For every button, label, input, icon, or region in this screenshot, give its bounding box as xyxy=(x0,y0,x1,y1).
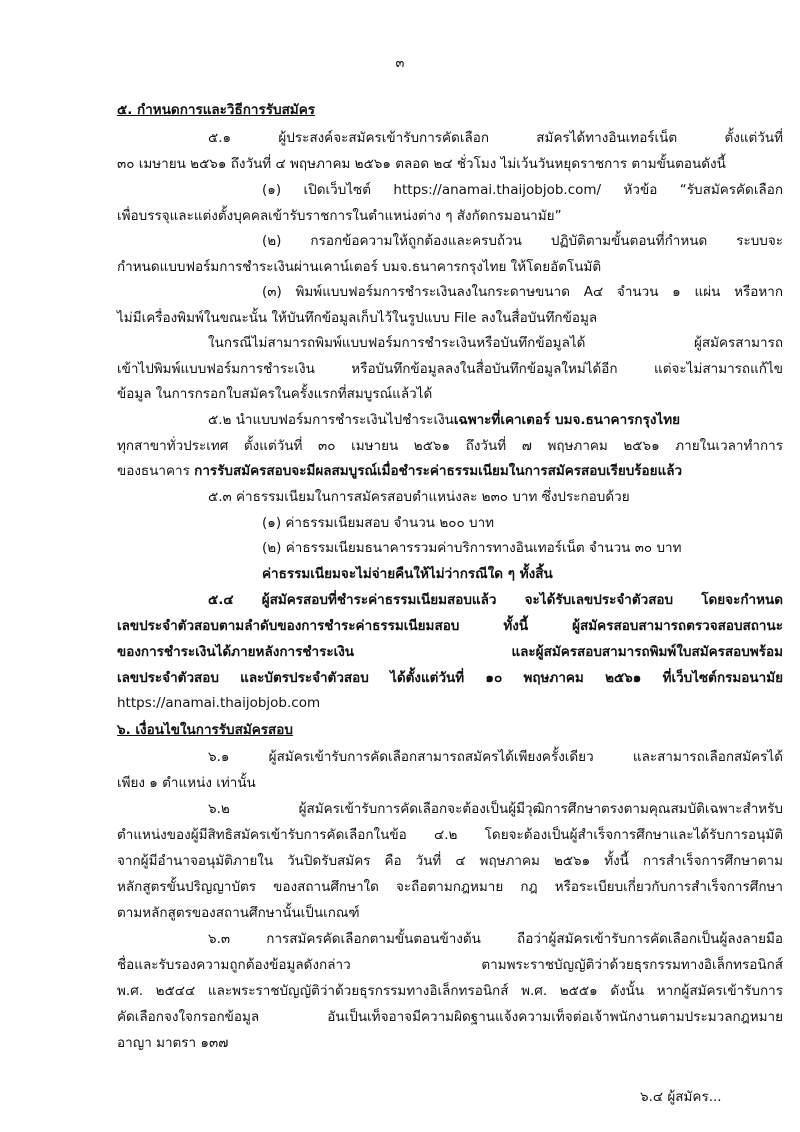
para-5-3: ๕.๓ ค่าธรรมเนียมในการสมัครสอบตำแหน่งละ ๒๓๐ บาท ซึ่งประกอบด้วย xyxy=(208,489,630,505)
para-6-2-line-4: หลักสูตรขั้นปริญญาบัตร ของสถานศึกษาใด จะถือตามกฎหมาย กฎ หรือระเบียบเกี่ยวกับการสำเร็จการศึกษา xyxy=(117,879,783,895)
para-5-1-line-2: ๓๐ เมษายน ๒๕๖๑ ถึงวันที่ ๔ พฤษภาคม ๒๕๖๑ ตลอด ๒๔ ชั่วโมง ไม่เว้นวันหยุดราชการ ตามขั้นตอนดังนี้ xyxy=(117,156,726,172)
para-5-2-line-3-text: ของธนาคาร xyxy=(117,463,195,479)
para-5-4-line-3: ของการชำระเงินได้ภายหลังการชำระเงิน และผู้สมัครสอบสามารถพิมพ์ใบสมัครสอบพร้อม xyxy=(117,644,783,660)
section-5-heading: ๕. กำหนดการและวิธีการรับสมัคร xyxy=(117,102,315,118)
fee-note: ค่าธรรมเนียมจะไม่จ่ายคืนให้ไม่ว่ากรณีใด ๆ ทั้งสิ้น xyxy=(262,566,553,582)
para-5-1-line-1: ๕.๑ ผู้ประสงค์จะสมัครเข้ารับการคัดเลือก สมัครได้ทางอินเทอร์เน็ต ตั้งแต่วันที่ xyxy=(208,130,783,146)
step-2-line-1: (๒) กรอกข้อความให้ถูกต้องและครบถ้วน ปฏิบัติตามขั้นตอนที่กำหนด ระบบจะ xyxy=(262,233,783,249)
para-6-3-line-4: คัดเลือกจงใจกรอกข้อมูล อันเป็นเท็จอาจมีความผิดฐานแจ้งความเท็จต่อเจ้าพนักงานตามประมวลกฎหมาย xyxy=(117,1009,783,1025)
note-line-3: ข้อมูล ในการกรอกใบสมัครในครั้งแรกที่สมบูรณ์แล้วได้ xyxy=(117,386,433,402)
para-5-2-line-1-bold: เฉพาะที่เคาเตอร์ บมจ.ธนาคารกรุงไทย xyxy=(453,412,681,428)
para-5-2-line-1 xyxy=(208,411,680,429)
para-6-3-line-3: พ.ศ. ๒๕๔๔ และพระราชบัญญัติว่าด้วยธุรกรรมทางอิเล็กทรอนิกส์ พ.ศ. ๒๕๕๑ ดังนั้น หากผู้สมัครเข้ารับการ xyxy=(117,983,783,999)
step-1-line-2: เพื่อบรรจุและแต่งตั้งบุคคลเข้ารับราชการในตำแหน่งต่าง ๆ สังกัดกรมอนามัย” xyxy=(117,208,562,224)
note-line-1: ในกรณีไม่สามารถพิมพ์แบบฟอร์มการชำระเงินหรือบันทึกข้อมูลได้ ผู้สมัครสามารถ xyxy=(208,335,783,351)
para-5-4-line-2: เลขประจำตัวสอบตามลำดับของการชำระค่าธรรมเนียมสอบ ทั้งนี้ ผู้สมัครสอบสามารถตรวจสอบสถานะ xyxy=(117,618,783,634)
para-6-2-line-2: ตำแหน่งของผู้มีสิทธิสมัครเข้ารับการคัดเลือกในข้อ ๔.๒ โดยจะต้องเป็นผู้สำเร็จการศึกษาและได้รับการอนุมัติ xyxy=(117,827,783,843)
section-6-heading: ๖. เงื่อนไขในการรับสมัครสอบ xyxy=(117,722,293,738)
para-5-2-line-2: ทุกสาขาทั่วประเทศ ตั้งแต่วันที่ ๓๐ เมษายน ๒๕๖๑ ถึงวันที่ ๗ พฤษภาคม ๒๕๖๑ ภายในเวลาทำการ xyxy=(117,438,783,454)
para-6-3-line-2: ชื่อและรับรองความถูกต้องข้อมูลดังกล่าว ตามพระราชบัญญัติว่าด้วยธุรกรรมทางอิเล็กทรอนิกส์ xyxy=(117,957,783,973)
continuation-footer: ๖.๔ ผู้สมัคร... xyxy=(640,1089,722,1105)
para-6-3-line-1: ๖.๓ การสมัครคัดเลือกตามขั้นตอนข้างต้น ถือว่าผู้สมัครเข้ารับการคัดเลือกเป็นผู้ลงลายมือ xyxy=(208,931,783,947)
para-5-4-line-4: เลขประจำตัวสอบ และบัตรประจำตัวสอบ ได้ตั้งแต่วันที่ ๑๐ พฤษภาคม ๒๕๖๑ ที่เว็บไซต์กรมอนามัย xyxy=(117,670,783,686)
para-6-1-line-1: ๖.๑ ผู้สมัครเข้ารับการคัดเลือกสามารถสมัครได้เพียงครั้งเดียว และสามารถเลือกสมัครได้ xyxy=(208,749,783,765)
note-line-2: เข้าไปพิมพ์แบบฟอร์มการชำระเงิน หรือบันทึกข้อมูลลงในสื่อบันทึกข้อมูลใหม่ได้อีก แต่จะไม่สามารถแก้ไข xyxy=(117,361,783,377)
para-6-1-line-2: เพียง ๑ ตำแหน่ง เท่านั้น xyxy=(117,775,256,791)
para-5-2-line-3 xyxy=(117,462,682,480)
para-6-3-line-5: อาญา มาตรา ๑๓๗ xyxy=(117,1035,229,1051)
para-5-4-line-1: ๕.๔ ผู้สมัครสอบที่ชำระค่าธรรมเนียมสอบแล้ว จะได้รับเลขประจำตัวสอบ โดยจะกำหนด xyxy=(208,592,783,608)
para-5-2-line-1-text: ๕.๒ นำแบบฟอร์มการชำระเงินไปชำระเงิน xyxy=(208,412,454,428)
para-6-2-line-1: ๖.๒ ผู้สมัครเข้ารับการคัดเลือกจะต้องเป็นผู้มีวุฒิการศึกษาตรงตามคุณสมบัติเฉพาะสำหรับ xyxy=(208,801,783,817)
para-5-2-line-3-bold: การรับสมัครสอบจะมีผลสมบูรณ์เมื่อชำระค่าธรรมเนียมในการสมัครสอบเรียบร้อยแล้ว xyxy=(194,463,683,479)
step-3-line-2: ไม่มีเครื่องพิมพ์ในขณะนั้น ให้บันทึกข้อมูลเก็บไว้ในรูปแบบ File ลงในสื่อบันทึกข้อมูล xyxy=(117,310,598,326)
para-6-2-line-3: จากผู้มีอำนาจอนุมัติภายใน วันปิดรับสมัคร คือ วันที่ ๔ พฤษภาคม ๒๕๖๑ ทั้งนี้ การสำเร็จการศึกษาตาม xyxy=(117,853,783,869)
para-6-2-line-5: ตามหลักสูตรของสถานศึกษานั้นเป็นเกณฑ์ xyxy=(117,905,360,921)
step-2-line-2: กำหนดแบบฟอร์มการชำระเงินผ่านเคาน์เตอร์ บมจ.ธนาคารกรุงไทย ให้โดยอัตโนมัติ xyxy=(117,259,602,275)
fee-item-2: (๒) ค่าธรรมเนียมธนาคารรวมค่าบริการทางอินเทอร์เน็ต จำนวน ๓๐ บาท xyxy=(262,540,682,556)
step-3-line-1: (๓) พิมพ์แบบฟอร์มการชำระเงินลงในกระดาษขนาด A๔ จำนวน ๑ แผ่น หรือหาก xyxy=(262,284,783,300)
para-5-4-url: https://anamai.thaijobjob.com xyxy=(117,695,321,711)
page-number: ๓ xyxy=(395,56,405,71)
step-1-line-1: (๑) เปิดเว็บไซต์ https://anamai.thaijobjob.com/ หัวข้อ “รับสมัครคัดเลือก xyxy=(262,182,783,198)
fee-item-1: (๑) ค่าธรรมเนียมสอบ จำนวน ๒๐๐ บาท xyxy=(262,515,495,531)
